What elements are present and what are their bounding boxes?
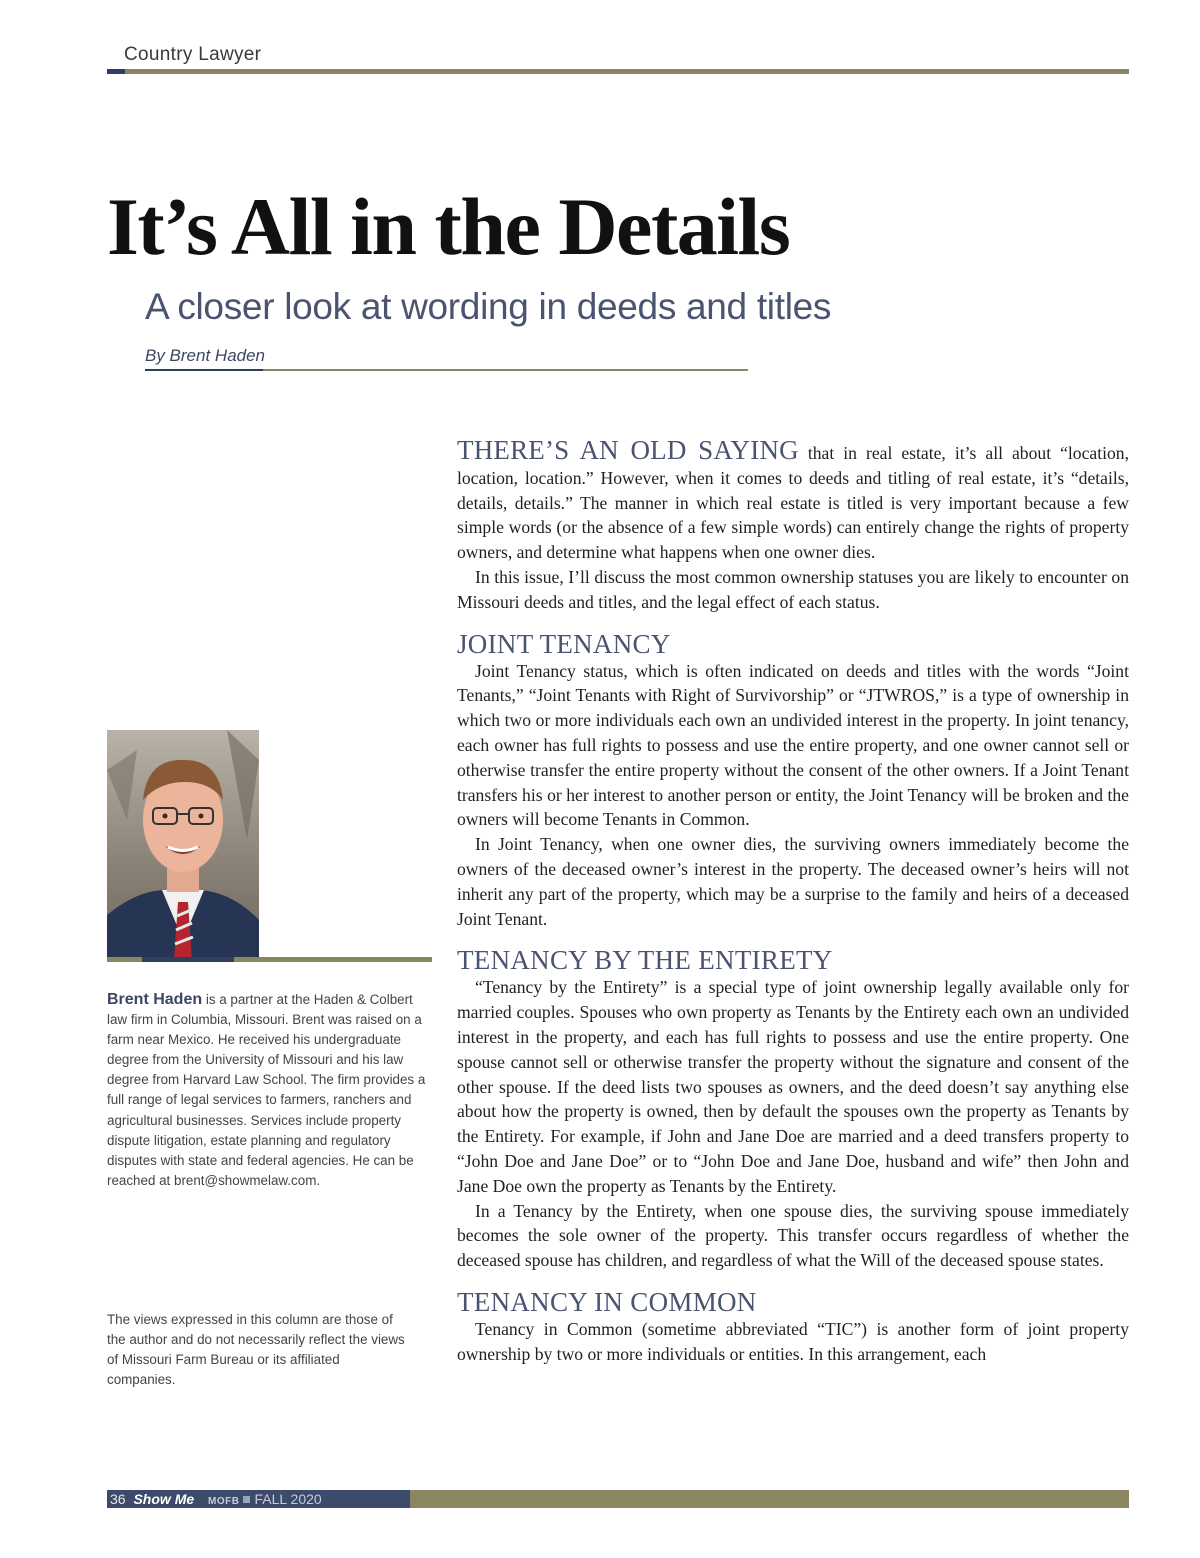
footer — [110, 1490, 322, 1508]
org-name: MOFB — [208, 1496, 240, 1507]
byline: By Brent Haden — [145, 346, 266, 365]
photo-rule-accent — [142, 957, 234, 962]
body-paragraph: In a Tenancy by the Entirety, when one spouse dies, the surviving spouse immediately becomes the sole owner of the property. This transfer occurs regardless of whether the deceased spouse has children, and regardless of what the Will of the deceased spouse states. — [457, 1200, 1129, 1271]
section-heading-tenancy-in-common: TENANCY IN COMMON — [457, 1286, 757, 1317]
author-bio-text: is a partner at the Haden & Colbert law firm in Columbia, Missouri. Brent was raised on a farm near Mexico. He received his undergraduate degree from the University of Missouri and his law degree from Harvard Law School. The firm provides a full range of legal services to farmers, ranchers and agricultural businesses. Services include property dispute litigation, estate planning and regulatory disputes with state and federal agencies. He can be reached at brent@showmelaw.com. — [107, 992, 426, 1188]
author-bio — [107, 990, 433, 1191]
body-paragraph: In this issue, I’ll discuss the most common ownership statuses you are likely to encounter on Missouri deeds and titles, and the legal effect of each status. — [457, 566, 1129, 612]
header-rule-accent — [107, 69, 125, 74]
byline-rule-accent — [145, 369, 263, 371]
issue-label: FALL 2020 — [254, 1491, 322, 1507]
body-paragraph: Tenancy in Common (sometime abbreviated “TIC”) is another form of joint property ownership by two or more individuals or entities. In this arrangement, each — [457, 1318, 1129, 1364]
lead-caps: THERE’S AN OLD SAYING — [457, 435, 799, 465]
square-separator-icon — [243, 1496, 250, 1503]
page-number: 36 — [110, 1491, 126, 1507]
body-paragraph: “Tenancy by the Entirety” is a special type of joint ownership legally available only for married couples. Spouses who own property as Tenants by the Entirety each own an undivided interest in the property, and each has full rights to possess and use the entire property. One spouse cannot sell or otherwise transfer the property without the signature and consent of the other spouse. If the deed lists two spouses as owners, and the deed doesn’t say anything else about how the property is owned, then by default the spouses own the property as Tenants by the Entirety. For example, if John and Jane Doe are married and a deed transfers property to “John Doe and Jane Doe” or to “John Doe and Jane Doe, husband and wife” then John and Jane Doe own the property as Tenants by the Entirety. — [457, 977, 1129, 1196]
section-heading-joint-tenancy: JOINT TENANCY — [457, 628, 671, 659]
magazine-name: Show Me — [133, 1491, 195, 1507]
lead-text: that in real estate, it’s all about “location, location, location.” However, when it comes to deeds and titling of real estate, it’s “details, details, details.” The manner in which real estate is titled is very important because a few simple words (or the absence of a few simple words) can entirely change the rights of property owners, and determine what happens when one owner dies. — [457, 443, 1129, 563]
section-label: Country Lawyer — [124, 44, 262, 65]
header-rule — [107, 69, 1129, 74]
disclaimer: The views expressed in this column are those of the author and do not necessarily reflect the views of Missouri Farm Bureau or its affiliated companies. — [107, 1312, 405, 1388]
article-subtitle: A closer look at wording in deeds and titles — [145, 286, 832, 327]
body-paragraph: Joint Tenancy status, which is often indicated on deeds and titles with the words “Joint Tenants,” “Joint Tenants with Right of Survivorship” or “JTWROS,” is a type of ownership in which two or more individuals each own an undivided interest in the property. In joint tenancy, each owner has full rights to possess and use the entire property, and one owner cannot sell or otherwise transfer the entire property without the consent of the other owners. If a Joint Tenant transfers his or her interest to another person or entity, the Joint Tenancy will be broken and the owners will become Tenants in Common. — [457, 660, 1129, 830]
author-photo — [107, 730, 259, 960]
lead-paragraph — [457, 435, 1129, 565]
author-name: Brent Haden — [107, 991, 203, 1008]
article-title: It’s All in the Details — [107, 181, 790, 272]
article-body — [457, 435, 1129, 1367]
body-paragraph: In Joint Tenancy, when one owner dies, the surviving owners immediately become the owners of the deceased owner’s interest in the property. The deceased owner’s heirs will not inherit any part of the property, which may be a surprise to the family and heirs of a deceased Joint Tenant. — [457, 834, 1129, 929]
section-heading-tenancy-by-entirety: TENANCY BY THE ENTIRETY — [457, 945, 833, 976]
